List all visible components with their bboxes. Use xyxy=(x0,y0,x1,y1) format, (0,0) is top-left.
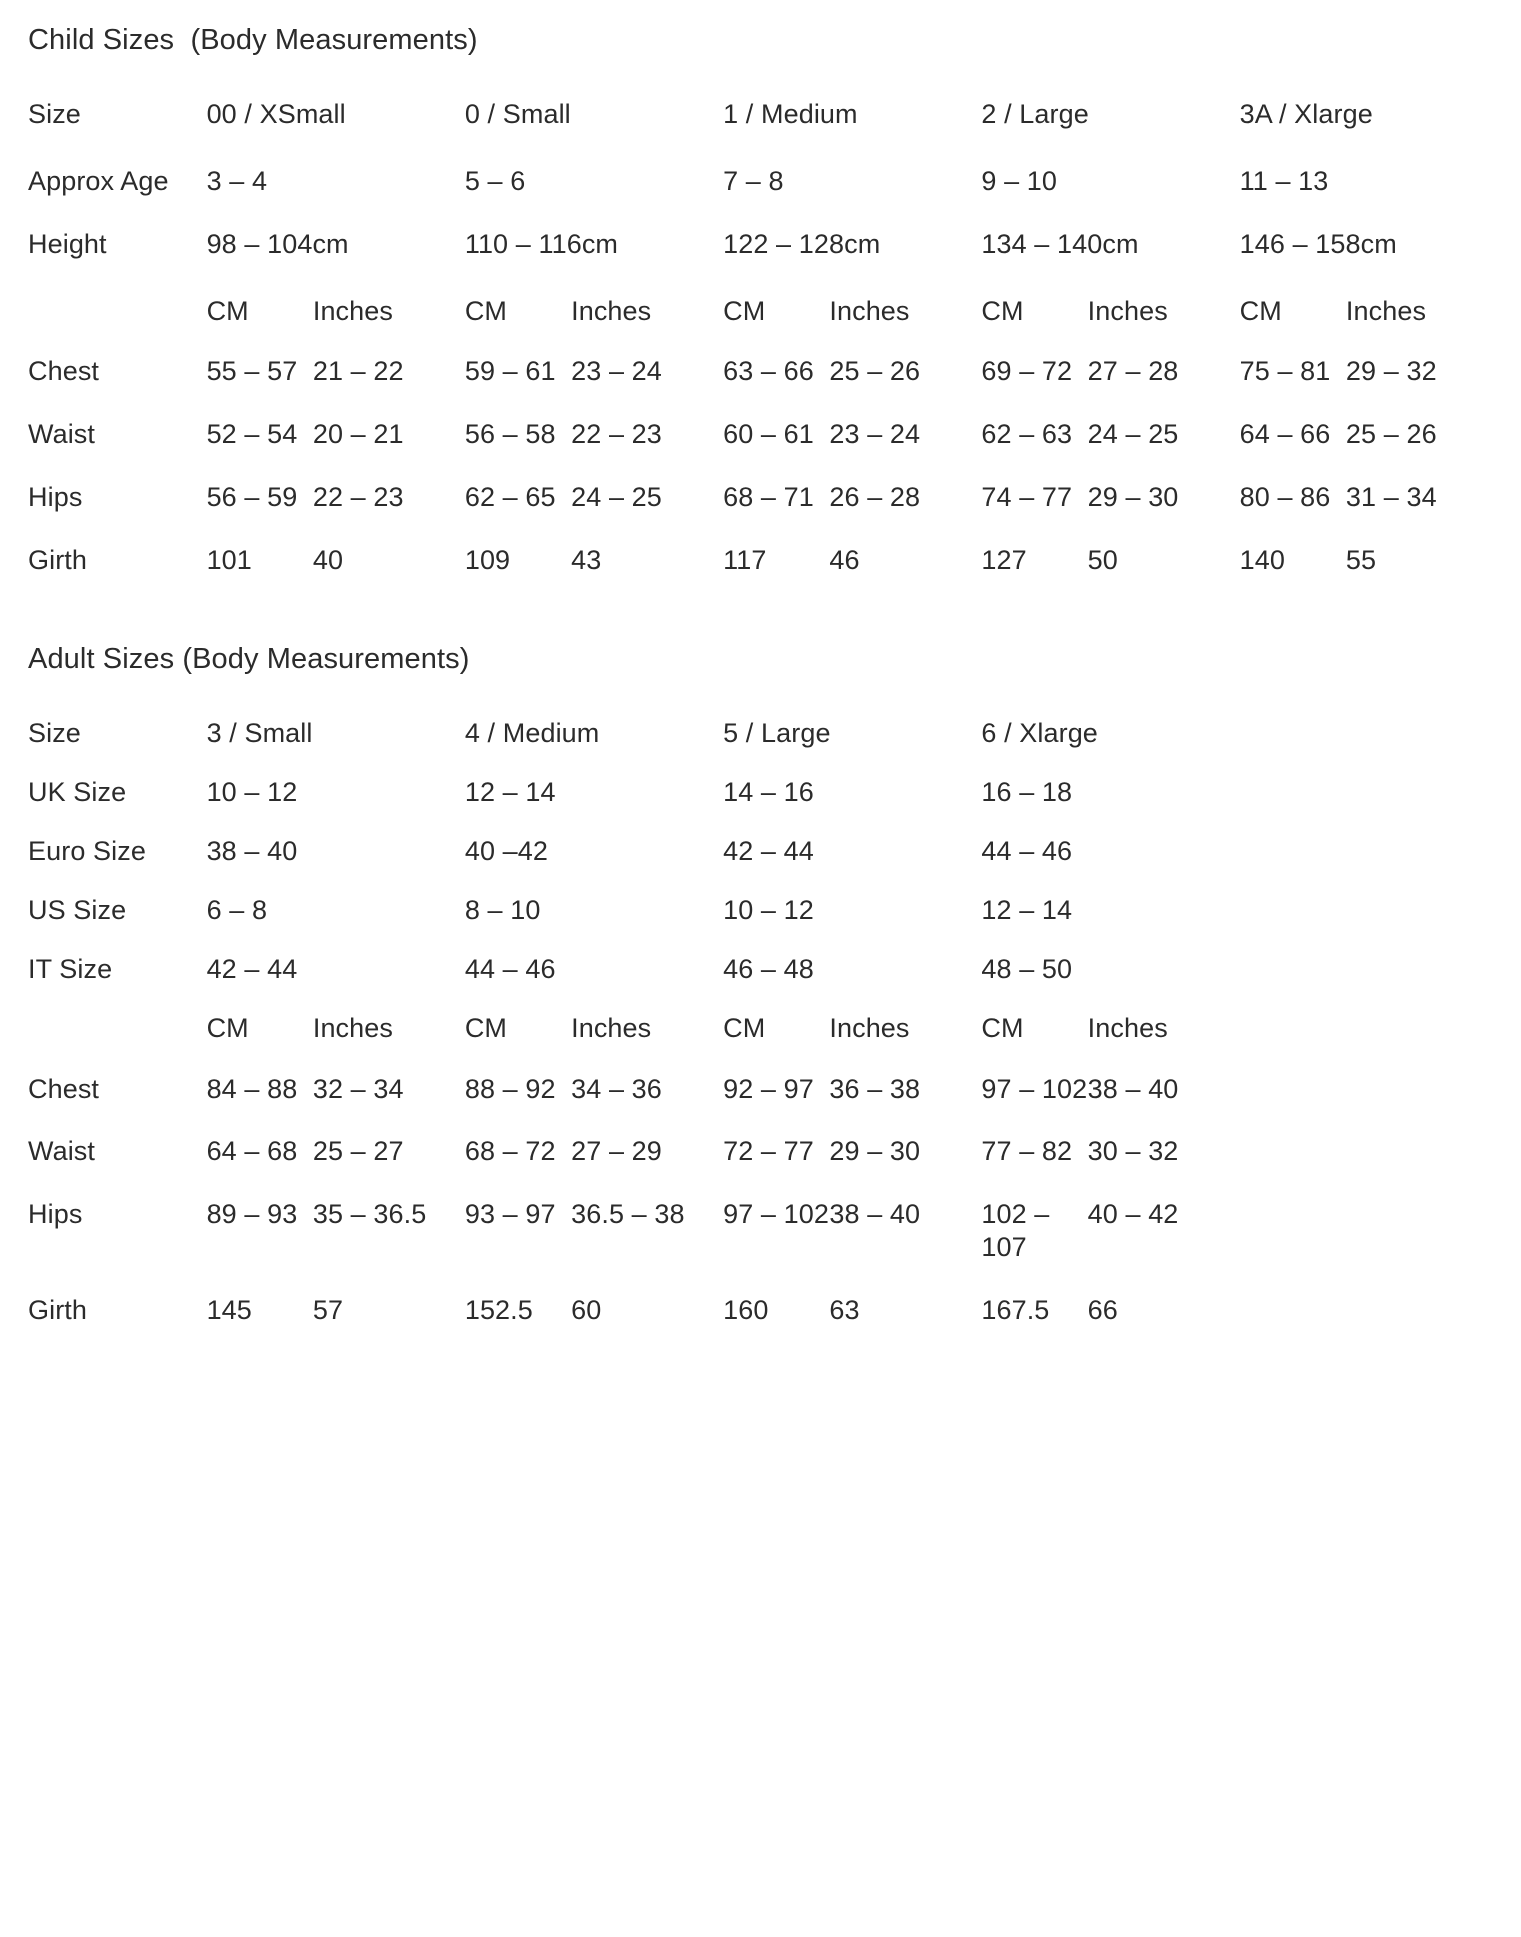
section-divider-space xyxy=(28,607,1493,641)
child-hips-cm-0: 56 – 59 xyxy=(206,482,298,513)
child-waist-cm-4: 64 – 66 xyxy=(1239,419,1331,450)
row-label-units-blank xyxy=(28,1012,207,1073)
adult-chest-cm-0: 84 – 88 xyxy=(206,1073,298,1104)
child-girth-in-1: 43 xyxy=(571,545,602,576)
child-hips-in-1: 24 – 25 xyxy=(571,482,662,513)
adult-euro-blank xyxy=(1240,835,1498,894)
child-hips-cm-4: 80 – 86 xyxy=(1239,482,1331,513)
child-unit-inches-2: Inches xyxy=(829,295,910,326)
child-chest-in-2: 25 – 26 xyxy=(829,356,921,387)
table-row xyxy=(28,835,1498,894)
row-label-us-size: US Size xyxy=(28,894,127,925)
adult-us-blank xyxy=(1240,894,1498,953)
adult-unit-blank-in xyxy=(1346,1012,1498,1073)
child-unit-inches-0: Inches xyxy=(312,295,393,326)
adult-girth-in-1: 60 xyxy=(571,1295,602,1326)
child-sizes-table xyxy=(28,60,1498,608)
adult-unit-cm-1: CM xyxy=(464,1012,508,1043)
row-label-waist: Waist xyxy=(28,1136,95,1167)
row-label-approx-age: Approx Age xyxy=(28,165,169,196)
table-row xyxy=(28,544,1498,607)
adult-uk-0: 10 – 12 xyxy=(206,776,298,807)
adult-sizes-table xyxy=(28,679,1498,1357)
adult-chest-cm-1: 88 – 92 xyxy=(464,1073,556,1104)
row-label-size: Size xyxy=(28,98,81,129)
table-row xyxy=(28,295,1498,356)
adult-sizes-heading: Adult Sizes (Body Measurements) xyxy=(28,643,470,676)
adult-chest-cm-2: 92 – 97 xyxy=(723,1073,814,1104)
child-chest-in-4: 29 – 32 xyxy=(1345,356,1437,387)
child-hips-cm-2: 68 – 71 xyxy=(723,482,814,513)
child-size-1: 0 / Small xyxy=(464,98,571,129)
child-hips-cm-3: 74 – 77 xyxy=(981,482,1073,513)
adult-size-0: 3 / Small xyxy=(206,717,313,748)
child-age-3: 9 – 10 xyxy=(981,165,1058,196)
adult-hips-cm-0: 89 – 93 xyxy=(206,1199,298,1230)
adult-euro-2: 42 – 44 xyxy=(723,835,814,866)
adult-size-3: 6 / Xlarge xyxy=(981,717,1098,748)
adult-euro-3: 44 – 46 xyxy=(981,835,1073,866)
child-size-2: 1 / Medium xyxy=(723,98,858,129)
adult-waist-cm-3: 77 – 82 xyxy=(981,1136,1073,1167)
table-row xyxy=(28,165,1498,228)
child-girth-cm-3: 127 xyxy=(981,545,1027,576)
child-girth-cm-2: 117 xyxy=(723,545,767,576)
row-label-hips: Hips xyxy=(28,482,83,513)
adult-girth-blank-cm xyxy=(1240,1294,1346,1357)
table-row xyxy=(28,98,1498,165)
row-label-height: Height xyxy=(28,228,107,259)
adult-it-0: 42 – 44 xyxy=(206,953,298,984)
adult-waist-cm-0: 64 – 68 xyxy=(206,1136,298,1167)
child-age-2: 7 – 8 xyxy=(723,165,784,196)
child-unit-cm-1: CM xyxy=(464,295,508,326)
row-label-chest: Chest xyxy=(28,1073,100,1104)
child-chest-in-3: 27 – 28 xyxy=(1087,356,1179,387)
table-row xyxy=(28,418,1498,481)
adult-chest-in-0: 32 – 34 xyxy=(312,1073,404,1104)
adult-hips-cm-3: 102 – 107 xyxy=(981,1199,1050,1263)
adult-girth-in-2: 63 xyxy=(829,1295,860,1326)
adult-hips-cm-1: 93 – 97 xyxy=(464,1199,556,1230)
adult-size-1: 4 / Medium xyxy=(464,717,600,748)
child-unit-cm-0: CM xyxy=(206,295,249,326)
child-waist-in-1: 22 – 23 xyxy=(571,419,662,450)
child-chest-in-0: 21 – 22 xyxy=(312,356,404,387)
child-hips-in-3: 29 – 30 xyxy=(1087,482,1179,513)
child-unit-cm-2: CM xyxy=(723,295,766,326)
child-chest-cm-0: 55 – 57 xyxy=(206,356,298,387)
table-row xyxy=(28,481,1498,544)
child-waist-cm-1: 56 – 58 xyxy=(464,419,556,450)
child-girth-in-3: 50 xyxy=(1087,545,1118,576)
child-age-0: 3 – 4 xyxy=(206,165,268,196)
adult-chest-in-1: 34 – 36 xyxy=(571,1073,662,1104)
child-hips-in-2: 26 – 28 xyxy=(829,482,921,513)
row-label-it-size: IT Size xyxy=(28,953,113,984)
child-unit-inches-1: Inches xyxy=(571,295,652,326)
table-row xyxy=(28,228,1498,295)
adult-it-2: 46 – 48 xyxy=(723,953,814,984)
adult-chest-cm-3: 97 – 102 xyxy=(981,1073,1088,1104)
adult-girth-cm-3: 167.5 xyxy=(981,1295,1050,1326)
child-age-4: 11 – 13 xyxy=(1239,165,1329,196)
child-age-1: 5 – 6 xyxy=(464,165,526,196)
child-girth-cm-1: 109 xyxy=(464,545,511,576)
adult-chest-blank-in xyxy=(1346,1073,1498,1136)
child-unit-cm-4: CM xyxy=(1239,295,1282,326)
adult-waist-cm-2: 72 – 77 xyxy=(723,1136,814,1167)
table-row xyxy=(28,894,1498,953)
table-row xyxy=(28,953,1498,1012)
adult-waist-in-3: 30 – 32 xyxy=(1087,1136,1179,1167)
child-waist-in-0: 20 – 21 xyxy=(312,419,404,450)
row-label-girth: Girth xyxy=(28,1295,88,1326)
adult-unit-cm-3: CM xyxy=(981,1012,1024,1043)
child-chest-cm-3: 69 – 72 xyxy=(981,356,1073,387)
adult-chest-in-3: 38 – 40 xyxy=(1087,1073,1179,1104)
table-row xyxy=(28,717,1498,776)
child-girth-cm-0: 101 xyxy=(206,545,252,576)
adult-us-3: 12 – 14 xyxy=(981,894,1073,925)
adult-unit-inches-3: Inches xyxy=(1087,1012,1168,1043)
adult-waist-in-2: 29 – 30 xyxy=(829,1136,921,1167)
row-label-euro-size: Euro Size xyxy=(28,835,146,866)
row-label-units-blank xyxy=(28,295,207,356)
adult-chest-blank-cm xyxy=(1240,1073,1346,1136)
adult-it-blank xyxy=(1240,953,1498,1012)
child-height-3: 134 – 140cm xyxy=(981,228,1139,259)
adult-hips-cm-2: 97 – 102 xyxy=(723,1199,829,1230)
adult-hips-blank-in xyxy=(1346,1198,1498,1294)
child-waist-cm-0: 52 – 54 xyxy=(206,419,298,450)
child-unit-cm-3: CM xyxy=(981,295,1024,326)
adult-unit-inches-0: Inches xyxy=(312,1012,393,1043)
adult-us-0: 6 – 8 xyxy=(206,894,268,925)
row-label-waist: Waist xyxy=(28,419,95,450)
child-height-0: 98 – 104cm xyxy=(206,228,349,259)
child-girth-in-4: 55 xyxy=(1345,545,1377,576)
child-chest-in-1: 23 – 24 xyxy=(571,356,662,387)
child-unit-inches-3: Inches xyxy=(1087,295,1168,326)
adult-euro-0: 38 – 40 xyxy=(206,835,298,866)
child-girth-in-2: 46 xyxy=(829,545,860,576)
child-girth-cm-4: 140 xyxy=(1239,545,1285,576)
adult-uk-2: 14 – 16 xyxy=(723,776,814,807)
row-label-chest: Chest xyxy=(28,356,100,387)
adult-waist-in-1: 27 – 29 xyxy=(571,1136,662,1167)
row-label-girth: Girth xyxy=(28,545,88,576)
adult-girth-in-0: 57 xyxy=(312,1295,344,1326)
row-label-uk-size: UK Size xyxy=(28,776,127,807)
adult-waist-blank-in xyxy=(1346,1135,1498,1198)
adult-uk-1: 12 – 14 xyxy=(464,776,556,807)
adult-unit-inches-2: Inches xyxy=(829,1012,910,1043)
adult-hips-in-1: 36.5 – 38 xyxy=(571,1199,685,1230)
table-row xyxy=(28,1198,1498,1294)
child-waist-in-4: 25 – 26 xyxy=(1345,419,1437,450)
adult-girth-cm-1: 152.5 xyxy=(464,1295,533,1326)
adult-unit-cm-0: CM xyxy=(206,1012,249,1043)
adult-waist-cm-1: 68 – 72 xyxy=(464,1136,556,1167)
child-hips-cm-1: 62 – 65 xyxy=(464,482,556,513)
child-hips-in-0: 22 – 23 xyxy=(312,482,404,513)
adult-waist-in-0: 25 – 27 xyxy=(312,1136,404,1167)
child-height-2: 122 – 128cm xyxy=(723,228,881,259)
adult-it-3: 48 – 50 xyxy=(981,953,1073,984)
child-height-4: 146 – 158cm xyxy=(1239,228,1397,259)
child-waist-in-3: 24 – 25 xyxy=(1087,419,1179,450)
child-size-0: 00 / XSmall xyxy=(206,98,346,129)
child-size-3: 2 / Large xyxy=(981,98,1089,129)
child-sizes-heading: Child Sizes (Body Measurements) xyxy=(28,24,478,56)
child-height-1: 110 – 116cm xyxy=(464,228,619,259)
adult-hips-blank-cm xyxy=(1240,1198,1346,1294)
adult-hips-in-2: 38 – 40 xyxy=(829,1199,921,1230)
child-hips-in-4: 31 – 34 xyxy=(1345,482,1437,513)
child-chest-cm-4: 75 – 81 xyxy=(1239,356,1331,387)
table-row xyxy=(28,776,1498,835)
adult-unit-inches-1: Inches xyxy=(571,1012,652,1043)
adult-chest-in-2: 36 – 38 xyxy=(829,1073,921,1104)
table-row xyxy=(28,1012,1498,1073)
row-label-hips: Hips xyxy=(28,1199,83,1230)
child-size-4: 3A / Xlarge xyxy=(1239,98,1373,129)
child-unit-inches-4: Inches xyxy=(1345,295,1427,326)
table-row xyxy=(28,1073,1498,1136)
adult-girth-cm-0: 145 xyxy=(206,1295,252,1326)
adult-hips-in-0: 35 – 36.5 xyxy=(312,1199,427,1230)
adult-uk-blank xyxy=(1240,776,1498,835)
child-waist-cm-2: 60 – 61 xyxy=(723,419,814,450)
adult-unit-cm-2: CM xyxy=(723,1012,766,1043)
adult-it-1: 44 – 46 xyxy=(464,953,556,984)
adult-size-2: 5 / Large xyxy=(723,717,831,748)
child-chest-cm-2: 63 – 66 xyxy=(723,356,814,387)
adult-size-blank xyxy=(1240,717,1498,776)
table-row xyxy=(28,355,1498,418)
adult-waist-blank-cm xyxy=(1240,1135,1346,1198)
adult-girth-in-3: 66 xyxy=(1087,1295,1118,1326)
adult-us-2: 10 – 12 xyxy=(723,894,814,925)
adult-unit-blank-cm xyxy=(1240,1012,1346,1073)
adult-us-1: 8 – 10 xyxy=(464,894,541,925)
child-girth-in-0: 40 xyxy=(312,545,344,576)
child-chest-cm-1: 59 – 61 xyxy=(464,356,556,387)
table-row xyxy=(28,1294,1498,1357)
child-waist-cm-3: 62 – 63 xyxy=(981,419,1073,450)
adult-girth-cm-2: 160 xyxy=(723,1295,769,1326)
adult-girth-blank-in xyxy=(1346,1294,1498,1357)
child-waist-in-2: 23 – 24 xyxy=(829,419,921,450)
table-row xyxy=(28,1135,1498,1198)
adult-euro-1: 40 –42 xyxy=(464,835,549,866)
adult-hips-in-3: 40 – 42 xyxy=(1087,1199,1179,1230)
row-label-size: Size xyxy=(28,717,81,748)
adult-uk-3: 16 – 18 xyxy=(981,776,1073,807)
